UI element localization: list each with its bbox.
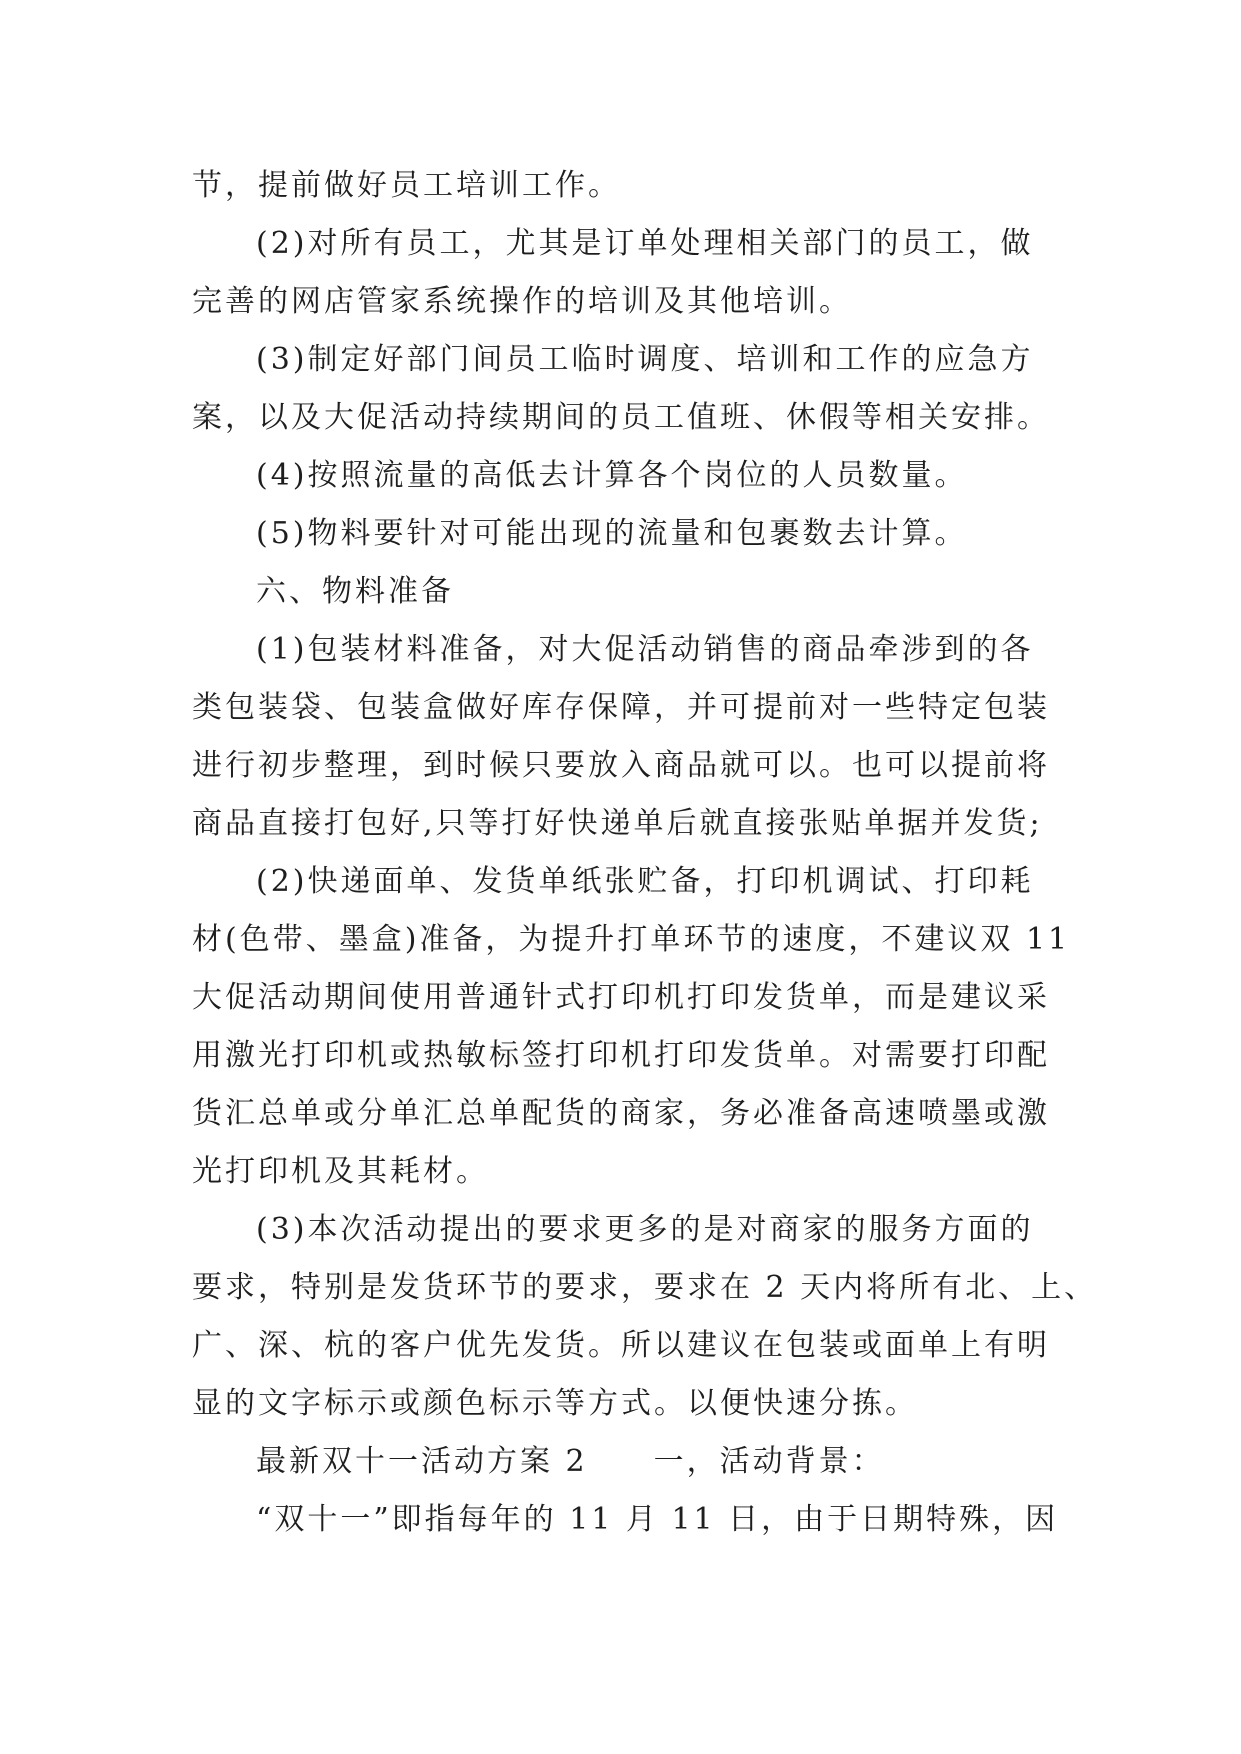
text-line: 进行初步整理，到时候只要放入商品就可以。也可以提前将 <box>192 748 1050 783</box>
text-line: “双十一”即指每年的 11 月 11 日，由于日期特殊，因 <box>256 1502 1059 1537</box>
text-line: 节，提前做好员工培训工作。 <box>192 168 621 203</box>
document-body <box>192 157 1098 1549</box>
text-line: (1)包装材料准备，对大促活动销售的商品牵涉到的各 <box>256 632 1034 667</box>
text-line: 显的文字标示或颜色标示等方式。以便快速分拣。 <box>192 1386 918 1421</box>
text-line: 最新双十一活动方案 2 一，活动背景： <box>256 1444 885 1479</box>
text-line: 材(色带、墨盒)准备，为提升打单环节的速度，不建议双 11 <box>192 922 1071 957</box>
text-line: 光打印机及其耗材。 <box>192 1154 489 1189</box>
text-line: (3)制定好部门间员工临时调度、培训和工作的应急方 <box>256 342 1034 377</box>
text-line: 广、深、杭的客户优先发货。所以建议在包装或面单上有明 <box>192 1328 1050 1363</box>
text-line: 完善的网店管家系统操作的培训及其他培训。 <box>192 284 852 319</box>
text-line: (2)对所有员工，尤其是订单处理相关部门的员工，做 <box>256 226 1034 261</box>
text-line: 要求，特别是发货环节的要求，要求在 2 天内将所有北、上、 <box>192 1270 1098 1305</box>
text-line: 用激光打印机或热敏标签打印机打印发货单。对需要打印配 <box>192 1038 1050 1073</box>
text-line: (3)本次活动提出的要求更多的是对商家的服务方面的 <box>256 1212 1034 1247</box>
text-line: 货汇总单或分单汇总单配货的商家，务必准备高速喷墨或激 <box>192 1096 1050 1131</box>
text-line: (4)按照流量的高低去计算各个岗位的人员数量。 <box>256 458 968 493</box>
text-line: 六、物料准备 <box>256 574 454 609</box>
text-line: 商品直接打包好,只等打好快递单后就直接张贴单据并发货; <box>192 806 1043 841</box>
text-line: 类包装袋、包装盒做好库存保障，并可提前对一些特定包装 <box>192 690 1050 725</box>
text-line: 案，以及大促活动持续期间的员工值班、休假等相关安排。 <box>192 400 1050 435</box>
text-line: (2)快递面单、发货单纸张贮备，打印机调试、打印耗 <box>256 864 1034 899</box>
text-line: 大促活动期间使用普通针式打印机打印发货单，而是建议采 <box>192 980 1050 1015</box>
text-line: (5)物料要针对可能出现的流量和包裹数去计算。 <box>256 516 968 551</box>
